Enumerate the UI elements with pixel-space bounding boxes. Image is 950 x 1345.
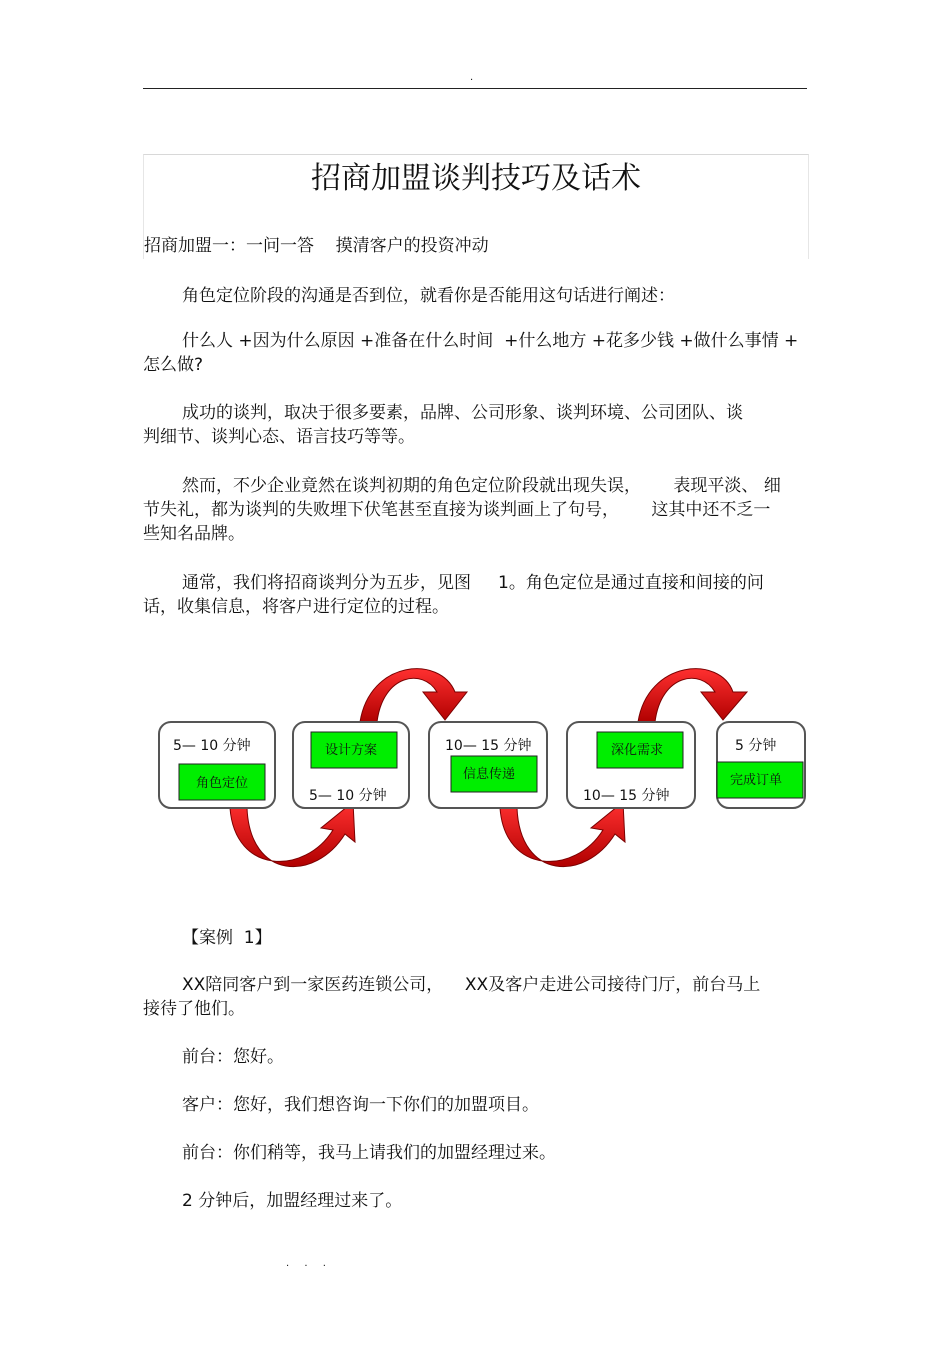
paragraph-line: 然而，不少企业竟然在谈判初期的角色定位阶段就出现失误， 表现平淡、 细 [182,476,781,496]
step-time: 10— 15 分钟 [445,738,532,754]
dialogue-line: 客户：您好，我们想咨询一下你们的加盟项目。 [182,1095,539,1115]
step-time: 5— 10 分钟 [309,788,387,804]
paragraph [143,973,807,1021]
paragraph-line: 话，收集信息，将客户进行定位的过程。 [143,597,449,617]
header-rule [143,88,807,89]
step-time: 5— 10 分钟 [173,738,251,754]
paragraph-line: 通常，我们将招商谈判分为五步，见图 1。角色定位是通过直接和间接的问 [182,573,764,593]
step-label: 深化需求 [610,743,664,758]
paragraph: 2 分钟后，加盟经理过来了。 [182,1191,403,1211]
paragraph-line: 节失礼，都为谈判的失败埋下伏笔甚至直接为谈判画上了句号， 这其中还不乏一 [143,500,771,520]
flow-arrow-top-1 [360,669,467,722]
paragraph-line: 成功的谈判，取决于很多要素，品牌、公司形象、谈判环境、公司团队、谈 [182,403,743,423]
flow-step-4 [567,722,695,808]
step-label: 角色定位 [195,776,249,791]
paragraph [143,329,807,377]
paragraph [143,401,807,449]
footer-mark: . . . [286,1258,332,1269]
paragraph-line: 些知名品牌。 [143,524,245,544]
flow-step-1 [159,722,275,808]
step-time: 5 分钟 [735,738,777,754]
flow-arrow-bottom-2 [500,802,625,867]
dialogue-line: 前台：您好。 [182,1047,284,1067]
paragraph [143,571,807,619]
paragraph [143,474,807,546]
document-title: 招商加盟谈判技巧及话术 [311,161,641,196]
title-box [143,154,809,259]
negotiation-flow-diagram [155,660,811,875]
paragraph [143,284,807,308]
step-label: 设计方案 [324,743,378,758]
step-label: 完成订单 [729,773,783,788]
flow-step-5 [717,722,805,808]
flow-arrow-bottom-1 [230,802,355,867]
paragraph-line: 角色定位阶段的沟通是否到位，就看你是否能用这句话进行阐述： [182,286,675,306]
flow-step-3 [429,722,547,808]
step-time: 10— 15 分钟 [583,788,670,804]
header-mark: . [470,72,474,83]
flow-step-2 [293,722,409,808]
paragraph-line: 什么人 +因为什么原因 +准备在什么时间 +什么地方 +花多少钱 +做什么事情 + [182,331,799,351]
flow-arrow-top-2 [638,669,747,722]
paragraph-line: 接待了他们。 [143,999,245,1019]
paragraph-line: XX陪同客户到一家医药连锁公司， XX及客户走进公司接待门厅，前台马上 [182,975,761,995]
case-heading: 【案例 1】 [182,928,272,948]
document-subtitle: 招商加盟一：一问一答 摸清客户的投资冲动 [144,236,489,256]
paragraph-line: 判细节、谈判心态、语言技巧等等。 [143,427,415,447]
dialogue-line: 前台：你们稍等，我马上请我们的加盟经理过来。 [182,1143,556,1163]
step-label: 信息传递 [462,767,516,782]
paragraph-line: 怎么做? [143,355,204,375]
